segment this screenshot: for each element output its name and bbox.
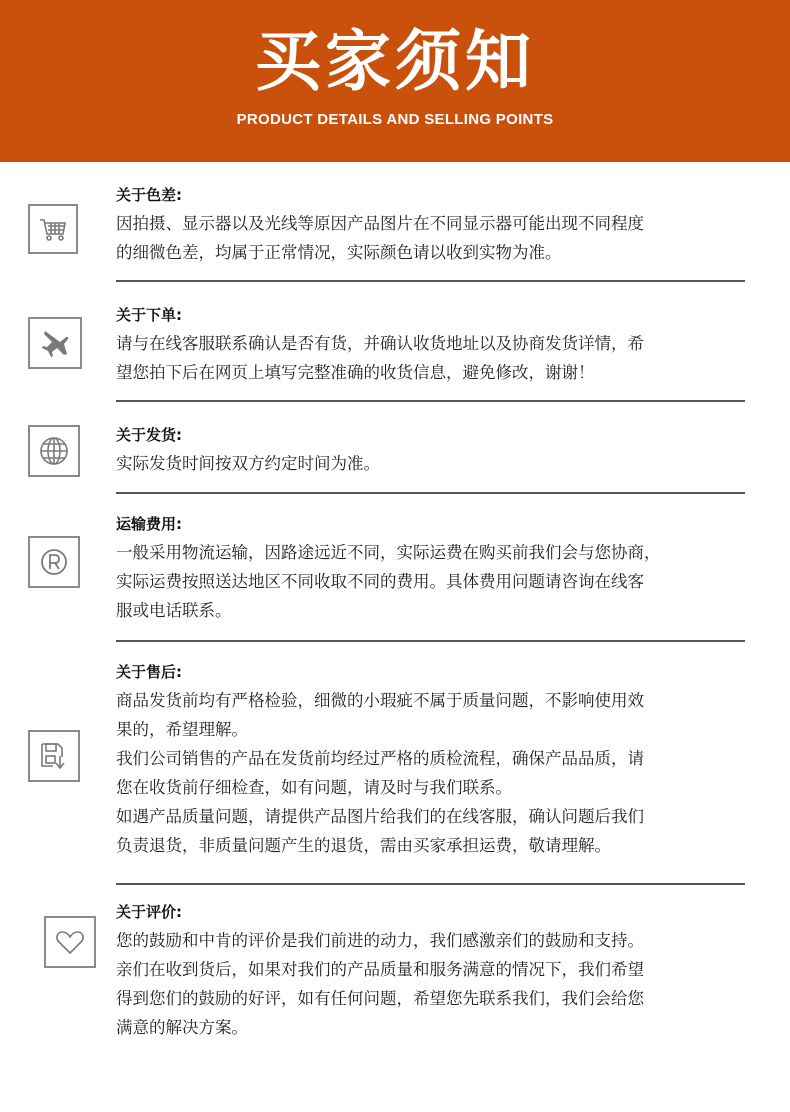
shopping-cart-icon xyxy=(28,204,78,254)
divider xyxy=(116,640,745,642)
section-line: 果的，希望理解。 xyxy=(116,720,248,739)
divider xyxy=(116,492,745,494)
section-title: 关于评价: xyxy=(116,903,182,921)
section-line: 实际发货时间按双方约定时间为准。 xyxy=(116,454,380,473)
section-line: 一般采用物流运输，因路途远近不同，实际运费在购买前我们会与您协商， xyxy=(116,543,661,562)
section-line: 商品发货前均有严格检验，细微的小瑕疵不属于质量问题，不影响使用效 xyxy=(116,691,644,710)
divider xyxy=(116,280,745,282)
header-banner xyxy=(0,0,790,162)
section-line: 望您拍下后在网页上填写完整准确的收货信息，避免修改，谢谢！ xyxy=(116,363,595,382)
section-line: 满意的解决方案。 xyxy=(116,1018,248,1037)
section-line: 的细微色差，均属于正常情况，实际颜色请以收到实物为准。 xyxy=(116,243,562,262)
section-line: 您的鼓励和中肯的评价是我们前进的动力，我们感激亲们的鼓励和支持。 xyxy=(116,931,644,950)
section-line: 请与在线客服联系确认是否有货，并确认收货地址以及协商发货详情，希 xyxy=(116,334,644,353)
divider xyxy=(116,883,745,885)
section-title: 关于下单: xyxy=(116,306,182,324)
section-line: 服或电话联系。 xyxy=(116,601,232,620)
section-title: 关于色差: xyxy=(116,186,182,204)
section-line: 如遇产品质量问题，请提供产品图片给我们的在线客服，确认问题后我们 xyxy=(116,807,644,826)
section-title: 运输费用: xyxy=(116,515,182,533)
section-title: 关于发货: xyxy=(116,426,182,444)
divider xyxy=(116,400,745,402)
section-line: 实际运费按照送达地区不同收取不同的费用。具体费用问题请咨询在线客 xyxy=(116,572,644,591)
registered-icon xyxy=(28,536,80,588)
section-line: 您在收货前仔细检查，如有问题，请及时与我们联系。 xyxy=(116,778,512,797)
page-title: 买家须知 xyxy=(255,23,535,100)
section-line: 亲们在收到货后，如果对我们的产品质量和服务满意的情况下，我们希望 xyxy=(116,960,644,979)
section-line: 得到您们的鼓励的好评，如有任何问题，希望您先联系我们，我们会给您 xyxy=(116,989,644,1008)
section-line: 我们公司销售的产品在发货前均经过严格的质检流程，确保产品品质，请 xyxy=(116,749,644,768)
page-subtitle: PRODUCT DETAILS AND SELLING POINTS xyxy=(236,111,554,128)
section-line: 负责退货，非质量问题产生的退货，需由买家承担运费，敬请理解。 xyxy=(116,836,611,855)
save-download-icon xyxy=(28,730,80,782)
heart-icon xyxy=(44,916,96,968)
globe-icon xyxy=(28,425,80,477)
section-line: 因拍摄、显示器以及光线等原因产品图片在不同显示器可能出现不同程度 xyxy=(116,214,644,233)
section-title: 关于售后: xyxy=(116,663,182,681)
airplane-icon xyxy=(28,317,82,369)
